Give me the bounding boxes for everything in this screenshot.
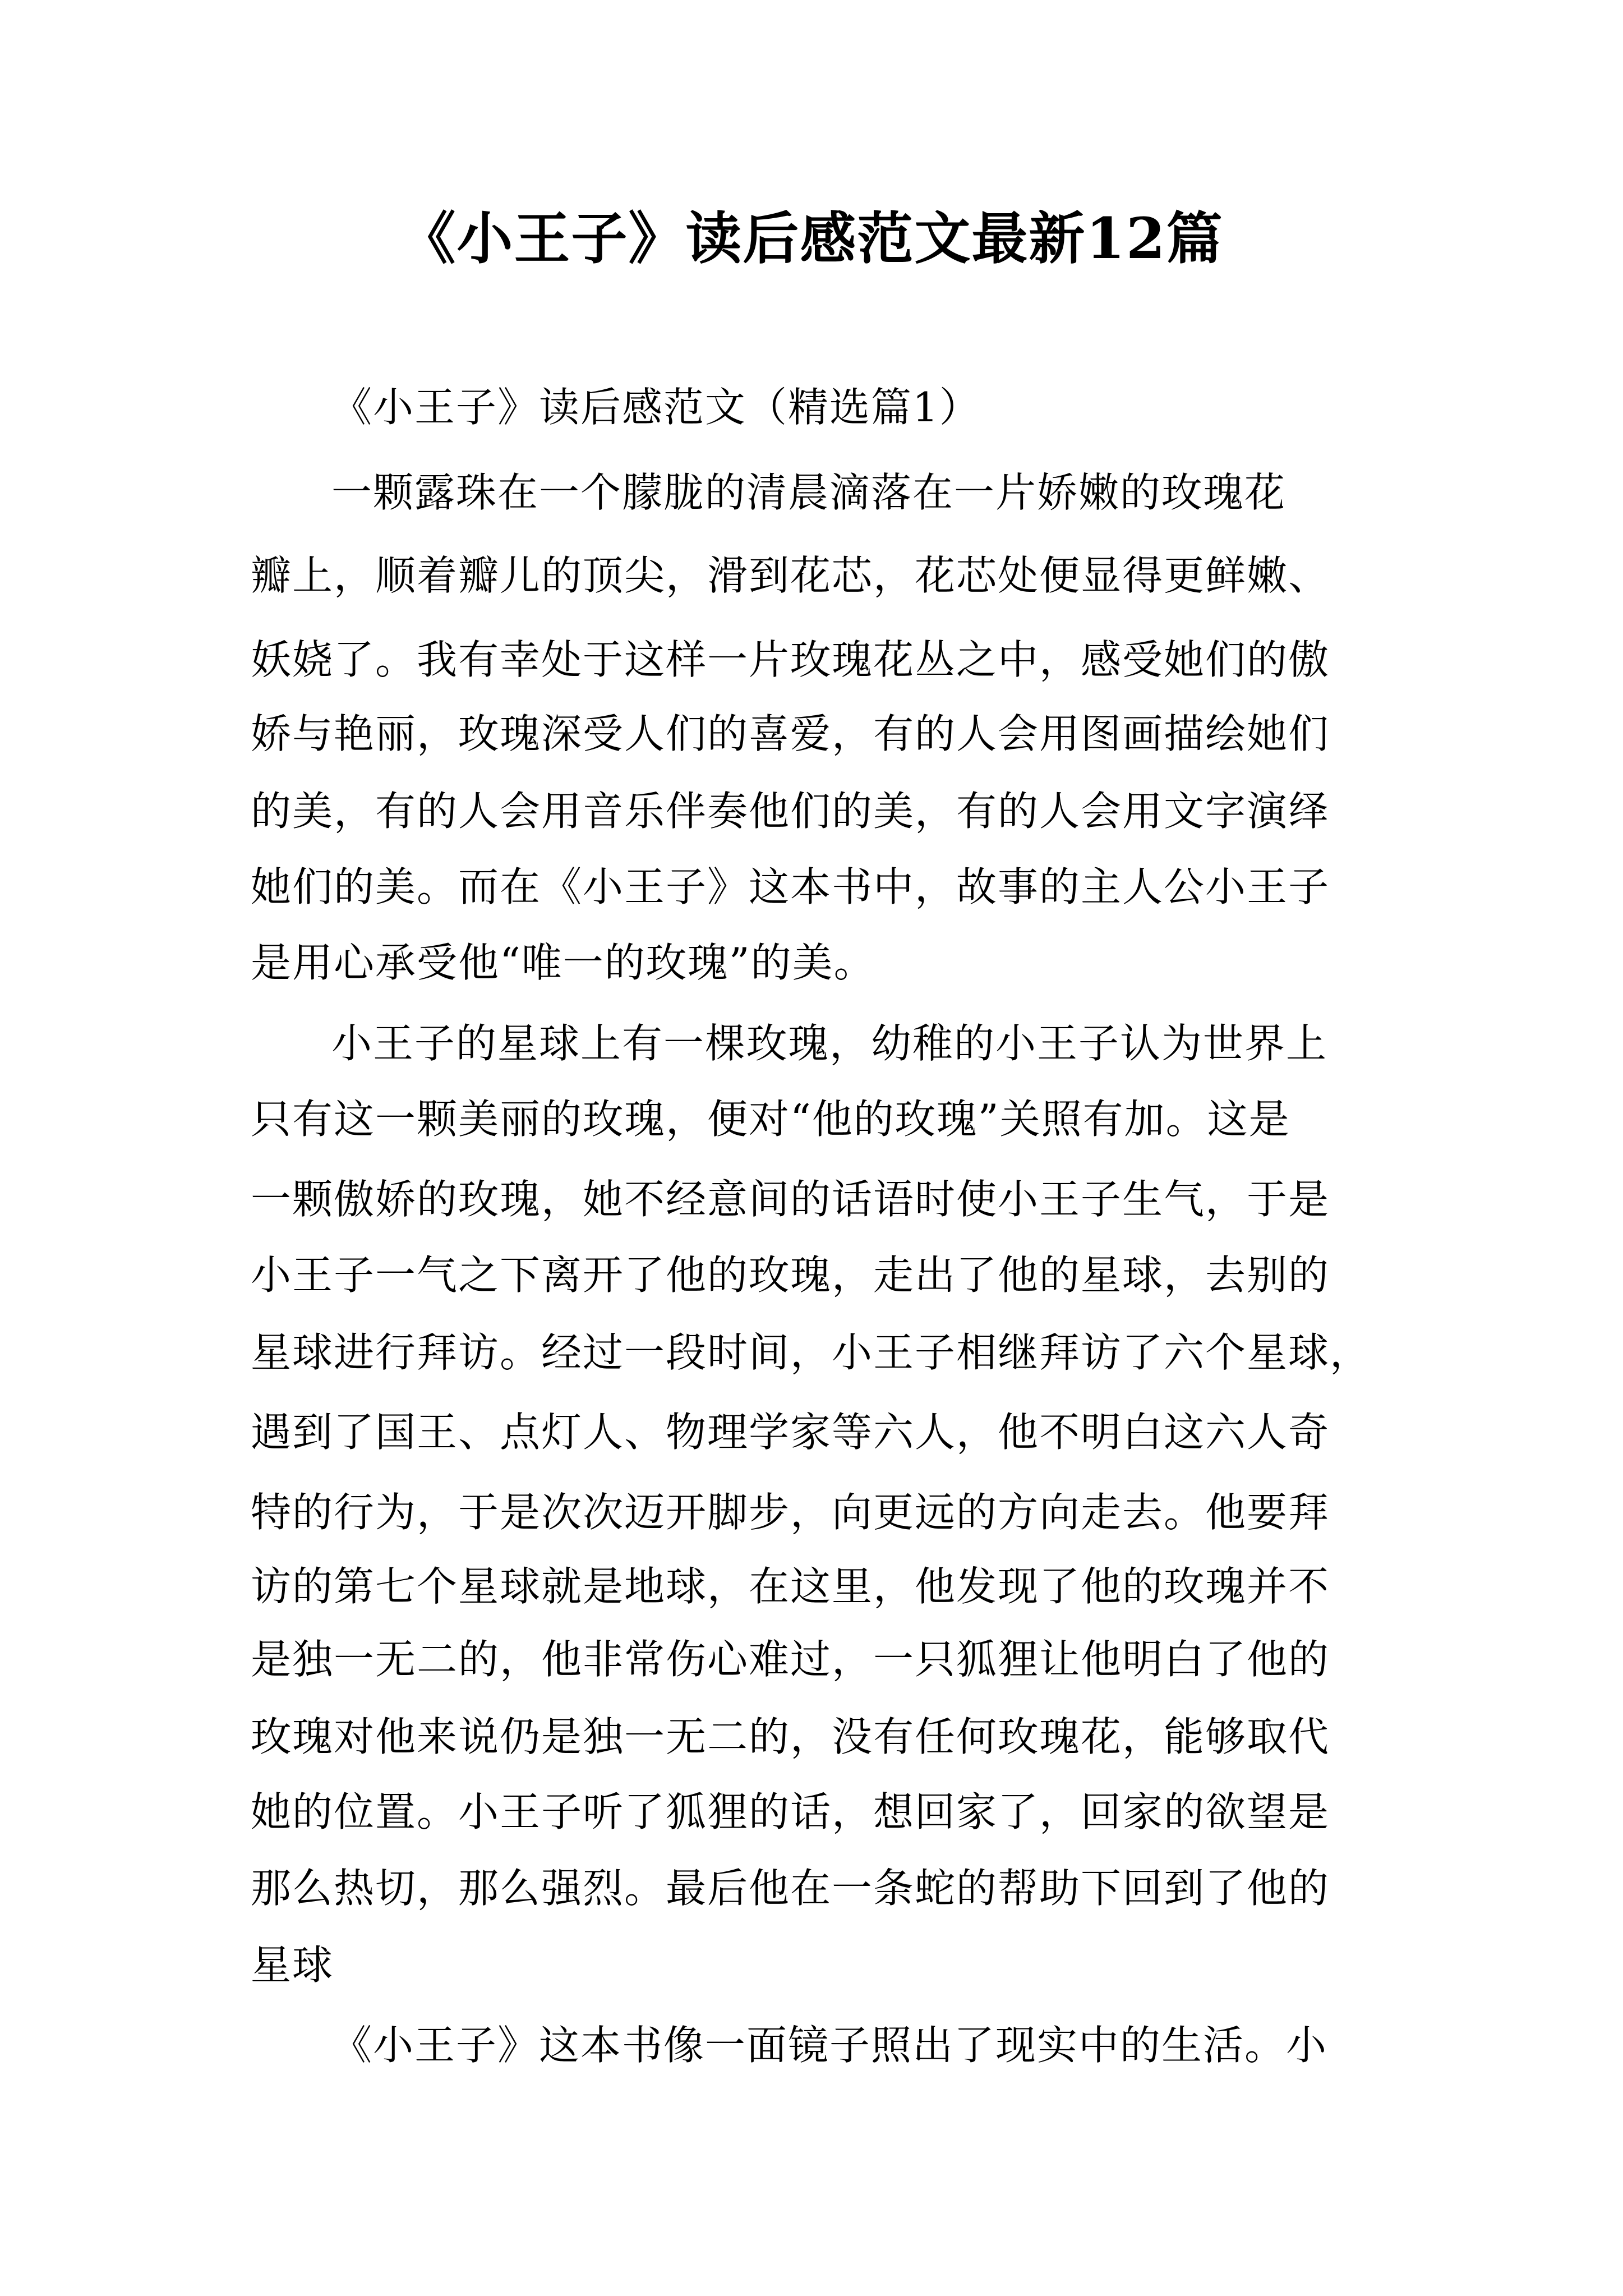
paragraph-line: 小王子一气之下离开了他的玫瑰，走出了他的星球，去别的 [251, 1251, 1330, 1299]
paragraph-line: 娇与艳丽，玫瑰深受人们的喜爱，有的人会用图画描绘她们 [251, 710, 1330, 757]
paragraph-line: 一颗傲娇的玫瑰，她不经意间的话语时使小王子生气，于是 [251, 1176, 1330, 1223]
paragraph-line: 玫瑰对他来说仍是独一无二的，没有任何玫瑰花，能够取代 [251, 1713, 1330, 1760]
paragraph-line: 她的位置。小王子听了狐狸的话，想回家了，回家的欲望是 [251, 1788, 1330, 1835]
paragraph-line: 是用心承受他“唯一的玫瑰”的美。 [251, 939, 875, 986]
document-title: 《小王子》读后感范文最新12篇 [399, 205, 1224, 272]
paragraph-line: 瓣上，顺着瓣儿的顶尖，滑到花芯，花芯处便显得更鲜嫩、 [251, 552, 1330, 599]
paragraph-line: 遇到了国王、点灯人、物理学家等六人，他不明白这六人奇 [251, 1409, 1330, 1456]
paragraph-line: 小王子的星球上有一棵玫瑰，幼稚的小王子认为世界上 [331, 1020, 1328, 1067]
paragraph-line: 妖娆了。我有幸处于这样一片玫瑰花丛之中，感受她们的傲 [251, 636, 1330, 683]
paragraph-line: 她们的美。而在《小王子》这本书中，故事的主人公小王子 [251, 863, 1330, 910]
paragraph-line: 星球进行拜访。经过一段时间，小王子相继拜访了六个星球， [251, 1329, 1372, 1376]
paragraph-line: 一颗露珠在一个朦胧的清晨滴落在一片娇嫩的玫瑰花 [331, 469, 1287, 516]
paragraph-line: 那么热切，那么强烈。最后他在一条蛇的帮助下回到了他的 [251, 1865, 1330, 1912]
paragraph-line: 是独一无二的，他非常伤心难过，一只狐狸让他明白了他的 [251, 1636, 1330, 1683]
paragraph-line: 的美，有的人会用音乐伴奏他们的美，有的人会用文字演绎 [251, 788, 1330, 835]
paragraph-line: 《小王子》这本书像一面镜子照出了现实中的生活。小 [331, 2022, 1328, 2069]
section-heading: 《小王子》读后感范文（精选篇1） [331, 384, 981, 431]
paragraph-line: 特的行为，于是次次迈开脚步，向更远的方向走去。他要拜 [251, 1489, 1330, 1536]
paragraph-line: 只有这一颗美丽的玫瑰，便对“他的玫瑰”关照有加。这是 [251, 1096, 1290, 1143]
paragraph-line: 星球 [251, 1941, 334, 1989]
paragraph-line: 访的第七个星球就是地球，在这里，他发现了他的玫瑰并不 [251, 1563, 1330, 1610]
